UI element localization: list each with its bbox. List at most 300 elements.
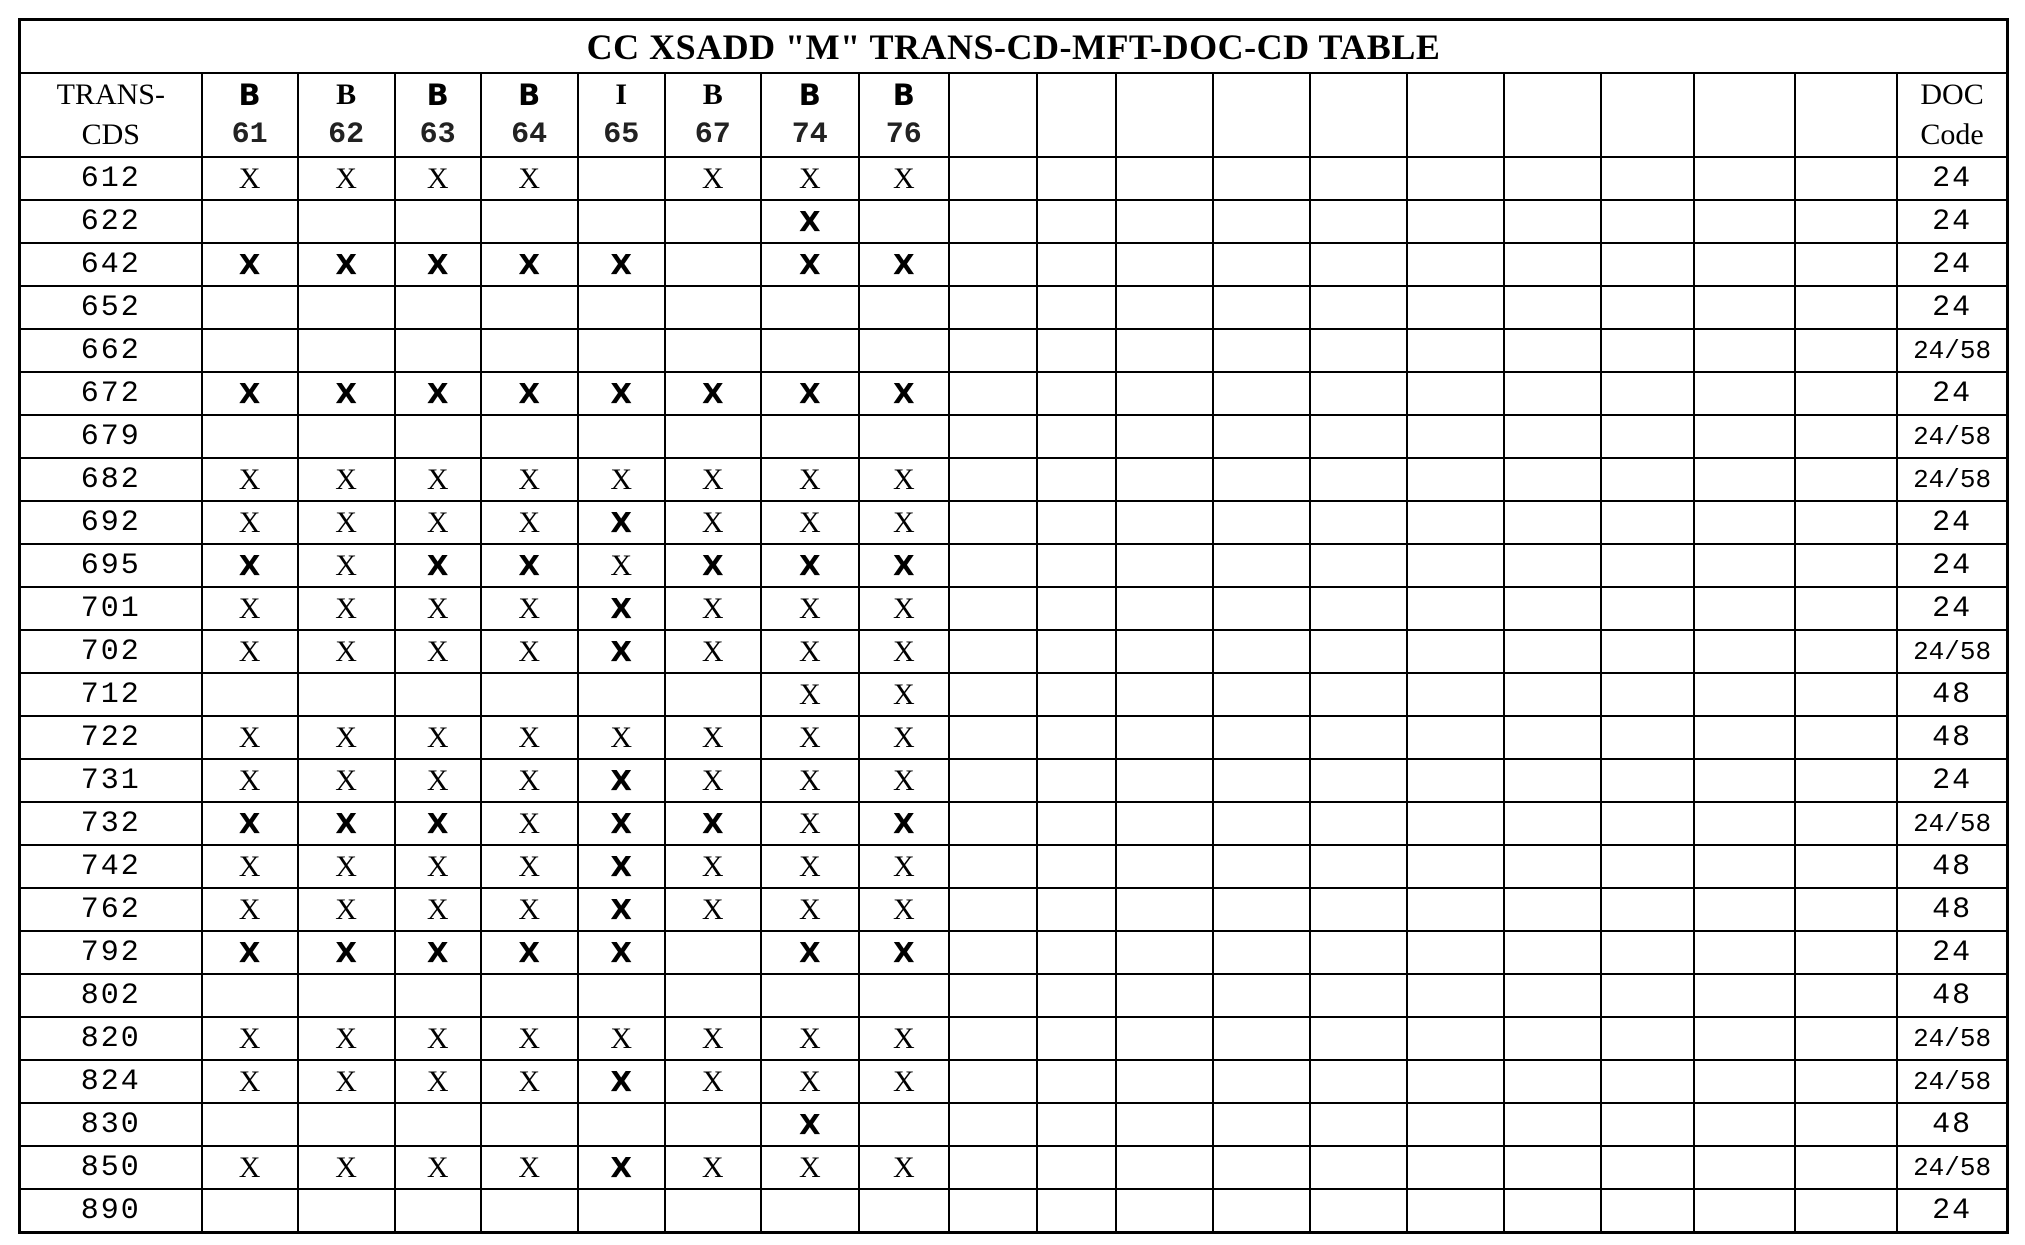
empty-cell bbox=[949, 544, 1037, 587]
table-row bbox=[20, 845, 2008, 888]
mark-cell bbox=[665, 673, 761, 716]
empty-cell bbox=[949, 673, 1037, 716]
empty-cell bbox=[1694, 802, 1795, 845]
empty-cell bbox=[1407, 587, 1504, 630]
mark-cell bbox=[298, 415, 395, 458]
trans-code-cell: 792 bbox=[20, 931, 202, 974]
table-row bbox=[20, 329, 2008, 372]
mark-cell bbox=[665, 974, 761, 1017]
mark-cell: X bbox=[761, 759, 859, 802]
mark-cell bbox=[665, 200, 761, 243]
mark-cell: X bbox=[665, 458, 761, 501]
mark-cell: X bbox=[578, 802, 665, 845]
empty-cell bbox=[1504, 931, 1601, 974]
column-header-1 bbox=[298, 73, 395, 157]
column-header-7 bbox=[859, 73, 949, 157]
mark-cell bbox=[202, 415, 298, 458]
empty-cell bbox=[1213, 1189, 1310, 1233]
empty-cell bbox=[1213, 888, 1310, 931]
doc-code-cell: 48 bbox=[1897, 974, 2007, 1017]
mark-cell: X bbox=[395, 1146, 481, 1189]
empty-cell bbox=[1694, 415, 1795, 458]
mark-cell bbox=[298, 1103, 395, 1146]
table-row bbox=[20, 630, 2008, 673]
empty-cell bbox=[1694, 200, 1795, 243]
empty-cell bbox=[1601, 802, 1694, 845]
mark-cell: X bbox=[395, 372, 481, 415]
empty-cell bbox=[1310, 1017, 1407, 1060]
mark-cell: X bbox=[859, 759, 949, 802]
table-row bbox=[20, 1060, 2008, 1103]
empty-cell bbox=[1601, 673, 1694, 716]
column-header-number: 63 bbox=[419, 118, 456, 152]
mark-cell: X bbox=[298, 759, 395, 802]
empty-cell bbox=[1213, 630, 1310, 673]
empty-cell bbox=[1795, 157, 1897, 200]
table-row bbox=[20, 458, 2008, 501]
empty-cell bbox=[1694, 372, 1795, 415]
empty-cell bbox=[1213, 200, 1310, 243]
column-header-0 bbox=[202, 73, 298, 157]
column-header-2 bbox=[395, 73, 481, 157]
mark-cell bbox=[761, 286, 859, 329]
mark-cell bbox=[665, 1189, 761, 1233]
mark-cell: X bbox=[761, 200, 859, 243]
mark-cell: X bbox=[202, 372, 298, 415]
empty-cell bbox=[1795, 458, 1897, 501]
table-row bbox=[20, 286, 2008, 329]
mark-cell: X bbox=[395, 157, 481, 200]
mark-cell bbox=[761, 415, 859, 458]
mark-cell: X bbox=[665, 759, 761, 802]
doc-code-cell: 24/58 bbox=[1897, 630, 2007, 673]
mark-cell: X bbox=[202, 587, 298, 630]
mark-cell: X bbox=[481, 845, 578, 888]
mark-cell bbox=[481, 1189, 578, 1233]
mark-cell: X bbox=[578, 931, 665, 974]
empty-cell bbox=[1116, 458, 1213, 501]
empty-column-header bbox=[1310, 73, 1407, 157]
empty-cell bbox=[1037, 286, 1116, 329]
doc-code-cell: 24 bbox=[1897, 759, 2007, 802]
mark-cell: X bbox=[202, 716, 298, 759]
mark-cell: X bbox=[395, 501, 481, 544]
mark-cell: X bbox=[298, 372, 395, 415]
empty-cell bbox=[1795, 716, 1897, 759]
empty-cell bbox=[1310, 372, 1407, 415]
mark-cell bbox=[859, 1103, 949, 1146]
empty-cell bbox=[1694, 501, 1795, 544]
empty-cell bbox=[1407, 544, 1504, 587]
empty-cell bbox=[1310, 501, 1407, 544]
empty-cell bbox=[1601, 974, 1694, 1017]
doc-code-cell: 48 bbox=[1897, 845, 2007, 888]
mark-cell: X bbox=[665, 587, 761, 630]
trans-code-cell: 701 bbox=[20, 587, 202, 630]
empty-cell bbox=[1037, 931, 1116, 974]
empty-cell bbox=[1116, 1189, 1213, 1233]
empty-cell bbox=[1037, 802, 1116, 845]
empty-cell bbox=[1037, 544, 1116, 587]
table-row bbox=[20, 974, 2008, 1017]
mark-cell: X bbox=[665, 802, 761, 845]
doc-code-cell: 24 bbox=[1897, 587, 2007, 630]
empty-cell bbox=[1795, 845, 1897, 888]
doc-code-cell: 24 bbox=[1897, 501, 2007, 544]
mark-cell: X bbox=[859, 544, 949, 587]
column-header-letter: B bbox=[798, 78, 821, 112]
mark-cell: X bbox=[202, 501, 298, 544]
empty-cell bbox=[949, 888, 1037, 931]
mark-cell bbox=[859, 286, 949, 329]
empty-cell bbox=[1037, 243, 1116, 286]
column-header-letter: B bbox=[892, 78, 915, 112]
mark-cell: X bbox=[395, 716, 481, 759]
empty-cell bbox=[1795, 759, 1897, 802]
mark-cell: X bbox=[298, 931, 395, 974]
table-row bbox=[20, 1017, 2008, 1060]
empty-cell bbox=[1601, 544, 1694, 587]
empty-column-header bbox=[1407, 73, 1504, 157]
empty-cell bbox=[1213, 372, 1310, 415]
empty-cell bbox=[1795, 1189, 1897, 1233]
mark-cell: X bbox=[298, 501, 395, 544]
mark-cell bbox=[481, 415, 578, 458]
empty-cell bbox=[949, 501, 1037, 544]
mark-cell bbox=[665, 415, 761, 458]
mark-cell bbox=[298, 974, 395, 1017]
empty-cell bbox=[1213, 157, 1310, 200]
mark-cell: X bbox=[202, 759, 298, 802]
mark-cell: X bbox=[481, 544, 578, 587]
empty-cell bbox=[1504, 415, 1601, 458]
mark-cell bbox=[481, 1103, 578, 1146]
mark-cell: X bbox=[578, 888, 665, 931]
mark-cell: X bbox=[395, 630, 481, 673]
mark-cell bbox=[298, 286, 395, 329]
empty-cell bbox=[1601, 501, 1694, 544]
empty-cell bbox=[1504, 544, 1601, 587]
mark-cell: X bbox=[578, 587, 665, 630]
mark-cell: X bbox=[761, 1103, 859, 1146]
doc-code-cell: 48 bbox=[1897, 1103, 2007, 1146]
empty-cell bbox=[1795, 1017, 1897, 1060]
empty-cell bbox=[1795, 286, 1897, 329]
empty-cell bbox=[1504, 458, 1601, 501]
mark-cell: X bbox=[202, 157, 298, 200]
mark-cell: X bbox=[761, 1060, 859, 1103]
mark-cell: X bbox=[578, 630, 665, 673]
empty-cell bbox=[1116, 415, 1213, 458]
empty-cell bbox=[1504, 1146, 1601, 1189]
mark-cell: X bbox=[395, 931, 481, 974]
empty-cell bbox=[1601, 888, 1694, 931]
mark-cell: X bbox=[395, 845, 481, 888]
empty-cell bbox=[1601, 286, 1694, 329]
mark-cell bbox=[202, 1189, 298, 1233]
doc-code-cell: 24/58 bbox=[1897, 415, 2007, 458]
empty-cell bbox=[1213, 286, 1310, 329]
empty-cell bbox=[1407, 157, 1504, 200]
empty-cell bbox=[1504, 157, 1601, 200]
mark-cell: X bbox=[395, 458, 481, 501]
column-header-3 bbox=[481, 73, 578, 157]
empty-cell bbox=[1213, 243, 1310, 286]
empty-cell bbox=[1694, 974, 1795, 1017]
empty-cell bbox=[1601, 200, 1694, 243]
mark-cell: X bbox=[761, 501, 859, 544]
empty-cell bbox=[1504, 286, 1601, 329]
empty-cell bbox=[1504, 759, 1601, 802]
empty-cell bbox=[1037, 716, 1116, 759]
empty-cell bbox=[1601, 1146, 1694, 1189]
empty-cell bbox=[1310, 888, 1407, 931]
empty-cell bbox=[949, 372, 1037, 415]
empty-cell bbox=[949, 243, 1037, 286]
empty-cell bbox=[1795, 1146, 1897, 1189]
empty-cell bbox=[1213, 458, 1310, 501]
empty-cell bbox=[1213, 931, 1310, 974]
empty-cell bbox=[1504, 974, 1601, 1017]
mark-cell: X bbox=[859, 587, 949, 630]
mark-cell: X bbox=[859, 1060, 949, 1103]
empty-cell bbox=[1407, 329, 1504, 372]
empty-cell bbox=[1213, 759, 1310, 802]
empty-cell bbox=[1116, 200, 1213, 243]
empty-cell bbox=[1795, 501, 1897, 544]
empty-column-header bbox=[1795, 73, 1897, 157]
mark-cell: X bbox=[578, 372, 665, 415]
trans-code-cell: 695 bbox=[20, 544, 202, 587]
mark-cell bbox=[665, 243, 761, 286]
empty-cell bbox=[1116, 329, 1213, 372]
empty-cell bbox=[1213, 501, 1310, 544]
header-row bbox=[20, 73, 2008, 157]
mark-cell: X bbox=[395, 1060, 481, 1103]
mark-cell: X bbox=[578, 1146, 665, 1189]
empty-cell bbox=[1407, 716, 1504, 759]
empty-cell bbox=[1407, 415, 1504, 458]
empty-cell bbox=[1504, 1189, 1601, 1233]
empty-cell bbox=[1310, 673, 1407, 716]
mark-cell bbox=[665, 329, 761, 372]
empty-cell bbox=[1037, 673, 1116, 716]
empty-cell bbox=[1213, 1103, 1310, 1146]
empty-cell bbox=[1407, 1146, 1504, 1189]
trans-code-cell: 824 bbox=[20, 1060, 202, 1103]
empty-cell bbox=[1037, 888, 1116, 931]
empty-cell bbox=[1310, 286, 1407, 329]
empty-cell bbox=[1310, 974, 1407, 1017]
mark-cell: X bbox=[298, 845, 395, 888]
empty-cell bbox=[1504, 243, 1601, 286]
mark-cell: X bbox=[395, 888, 481, 931]
empty-cell bbox=[1213, 974, 1310, 1017]
mark-cell: X bbox=[761, 372, 859, 415]
mark-cell bbox=[395, 329, 481, 372]
empty-cell bbox=[1795, 1103, 1897, 1146]
empty-cell bbox=[1310, 845, 1407, 888]
empty-cell bbox=[949, 931, 1037, 974]
empty-cell bbox=[1601, 845, 1694, 888]
empty-cell bbox=[1694, 1103, 1795, 1146]
empty-cell bbox=[1116, 1017, 1213, 1060]
empty-cell bbox=[1037, 200, 1116, 243]
trans-code-cell: 672 bbox=[20, 372, 202, 415]
mark-cell: X bbox=[665, 501, 761, 544]
trans-codes-header-line2: CDS bbox=[81, 118, 140, 151]
mark-cell: X bbox=[481, 759, 578, 802]
empty-cell bbox=[1407, 931, 1504, 974]
mark-cell: X bbox=[395, 1017, 481, 1060]
empty-cell bbox=[1037, 372, 1116, 415]
mark-cell: X bbox=[298, 458, 395, 501]
empty-cell bbox=[1037, 157, 1116, 200]
empty-cell bbox=[1795, 888, 1897, 931]
mark-cell: X bbox=[665, 1146, 761, 1189]
empty-cell bbox=[1116, 372, 1213, 415]
empty-cell bbox=[1037, 1017, 1116, 1060]
empty-cell bbox=[1116, 243, 1213, 286]
empty-cell bbox=[1601, 630, 1694, 673]
empty-cell bbox=[1037, 630, 1116, 673]
empty-cell bbox=[1694, 243, 1795, 286]
mark-cell: X bbox=[481, 458, 578, 501]
empty-cell bbox=[1694, 286, 1795, 329]
empty-cell bbox=[1116, 845, 1213, 888]
mark-cell bbox=[578, 1103, 665, 1146]
empty-cell bbox=[1795, 329, 1897, 372]
mark-cell: X bbox=[395, 587, 481, 630]
trans-code-cell: 612 bbox=[20, 157, 202, 200]
mark-cell: X bbox=[578, 1060, 665, 1103]
empty-cell bbox=[1795, 673, 1897, 716]
table-row bbox=[20, 1189, 2008, 1233]
mark-cell: X bbox=[665, 716, 761, 759]
trans-code-cell: 712 bbox=[20, 673, 202, 716]
empty-cell bbox=[1310, 415, 1407, 458]
trans-code-cell: 890 bbox=[20, 1189, 202, 1233]
mark-cell: X bbox=[761, 888, 859, 931]
mark-cell: X bbox=[578, 243, 665, 286]
doc-code-cell: 24/58 bbox=[1897, 1146, 2007, 1189]
mark-cell bbox=[202, 286, 298, 329]
mark-cell: X bbox=[481, 1017, 578, 1060]
trans-code-cell: 830 bbox=[20, 1103, 202, 1146]
empty-cell bbox=[1037, 501, 1116, 544]
mark-cell: X bbox=[202, 630, 298, 673]
mark-cell: X bbox=[859, 888, 949, 931]
mark-cell bbox=[859, 974, 949, 1017]
column-header-letter: B bbox=[702, 78, 723, 111]
trans-code-cell: 742 bbox=[20, 845, 202, 888]
empty-cell bbox=[1116, 501, 1213, 544]
empty-cell bbox=[949, 1017, 1037, 1060]
empty-cell bbox=[1116, 286, 1213, 329]
mark-cell: X bbox=[481, 1146, 578, 1189]
empty-cell bbox=[1694, 759, 1795, 802]
mark-cell: X bbox=[298, 243, 395, 286]
doc-code-cell: 24 bbox=[1897, 931, 2007, 974]
trans-code-cell: 642 bbox=[20, 243, 202, 286]
mark-cell bbox=[578, 415, 665, 458]
mark-cell: X bbox=[395, 544, 481, 587]
empty-cell bbox=[1310, 200, 1407, 243]
mark-cell: X bbox=[298, 716, 395, 759]
column-header-number: 67 bbox=[694, 118, 731, 152]
column-header-number: 64 bbox=[511, 118, 548, 152]
empty-cell bbox=[1504, 1103, 1601, 1146]
mark-cell bbox=[481, 329, 578, 372]
empty-cell bbox=[949, 458, 1037, 501]
mark-cell bbox=[578, 157, 665, 200]
empty-cell bbox=[1795, 1060, 1897, 1103]
empty-cell bbox=[1407, 630, 1504, 673]
empty-cell bbox=[1116, 1103, 1213, 1146]
column-header-letter: B bbox=[518, 78, 541, 112]
mark-cell: X bbox=[481, 630, 578, 673]
empty-cell bbox=[1504, 587, 1601, 630]
empty-cell bbox=[1601, 458, 1694, 501]
empty-cell bbox=[1037, 974, 1116, 1017]
empty-cell bbox=[1310, 802, 1407, 845]
empty-cell bbox=[1310, 1103, 1407, 1146]
empty-cell bbox=[1601, 587, 1694, 630]
empty-cell bbox=[1694, 544, 1795, 587]
mark-cell bbox=[578, 200, 665, 243]
empty-cell bbox=[1116, 931, 1213, 974]
mark-cell: X bbox=[298, 544, 395, 587]
mark-cell bbox=[298, 1189, 395, 1233]
trans-code-cell: 732 bbox=[20, 802, 202, 845]
mark-cell: X bbox=[859, 501, 949, 544]
empty-cell bbox=[1795, 630, 1897, 673]
empty-cell bbox=[1116, 759, 1213, 802]
empty-cell bbox=[1037, 587, 1116, 630]
doc-code-cell: 24 bbox=[1897, 372, 2007, 415]
empty-cell bbox=[1116, 802, 1213, 845]
empty-column-header bbox=[1116, 73, 1213, 157]
empty-cell bbox=[1504, 329, 1601, 372]
empty-cell bbox=[1407, 501, 1504, 544]
empty-cell bbox=[1310, 1146, 1407, 1189]
table-row bbox=[20, 888, 2008, 931]
mark-cell bbox=[578, 1189, 665, 1233]
empty-cell bbox=[1601, 759, 1694, 802]
empty-cell bbox=[1795, 243, 1897, 286]
empty-cell bbox=[1407, 458, 1504, 501]
empty-cell bbox=[949, 716, 1037, 759]
doc-code-cell: 24/58 bbox=[1897, 458, 2007, 501]
mark-cell: X bbox=[298, 157, 395, 200]
mark-cell: X bbox=[202, 888, 298, 931]
empty-cell bbox=[949, 415, 1037, 458]
empty-cell bbox=[1407, 888, 1504, 931]
mark-cell bbox=[481, 673, 578, 716]
empty-column-header bbox=[949, 73, 1037, 157]
mark-cell: X bbox=[481, 888, 578, 931]
column-header-letter: B bbox=[426, 78, 449, 112]
table-row bbox=[20, 587, 2008, 630]
column-header-letter: B bbox=[238, 78, 261, 112]
trans-code-cell: 802 bbox=[20, 974, 202, 1017]
empty-cell bbox=[1694, 630, 1795, 673]
empty-cell bbox=[1694, 157, 1795, 200]
mark-cell bbox=[859, 200, 949, 243]
mark-cell: X bbox=[202, 458, 298, 501]
mark-cell bbox=[298, 329, 395, 372]
empty-cell bbox=[1407, 243, 1504, 286]
